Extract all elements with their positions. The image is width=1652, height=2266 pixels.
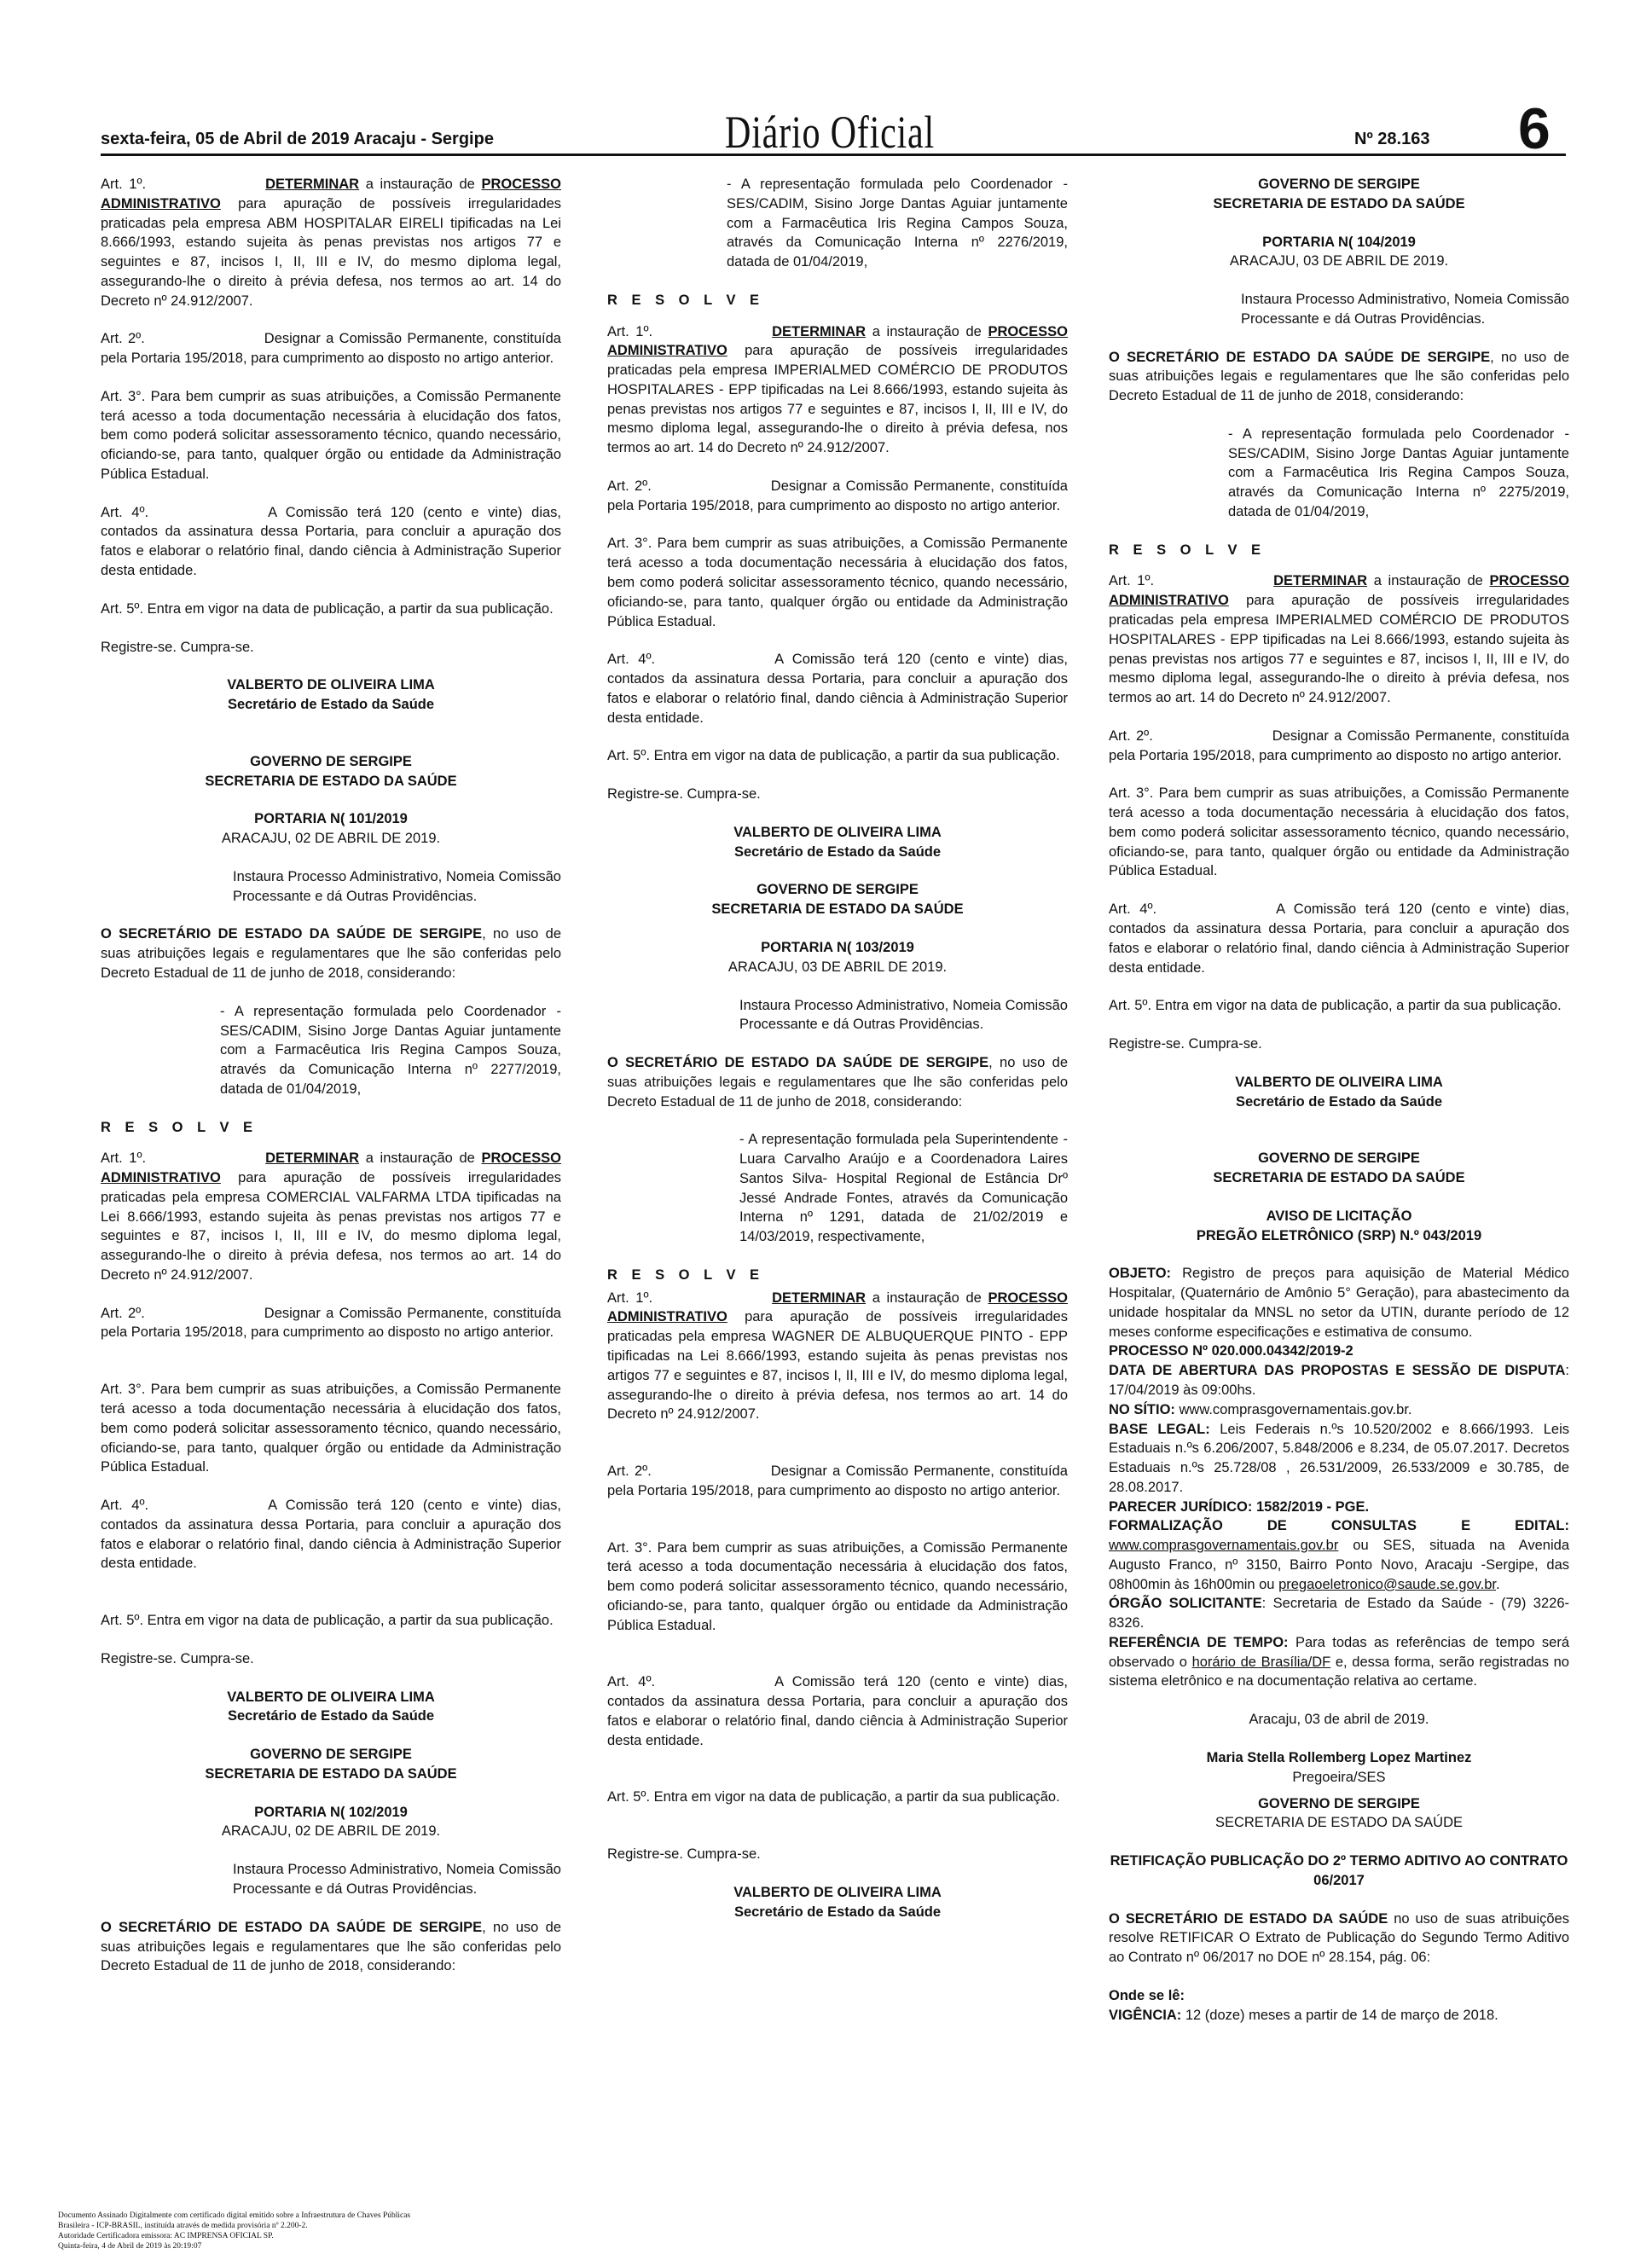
article-4: Art. 4º. A Comissão terá 120 (cento e vinte) dias, contados da assinatura dessa Portaria, para concluir a apuração dos fatos e elaborar o relatório final, dando ciência à Administração Superior desta entidade. xyxy=(101,504,561,579)
preamble: O SECRETÁRIO DE ESTADO DA SAÚDE DE SERGIPE, no uso de suas atribuições legais e regulamentares que lhe são conferidas pelo Decreto Estadual de 11 de junho de 2018, considerando: xyxy=(1109,349,1569,404)
compras-link[interactable]: www.comprasgovernamentais.gov.br xyxy=(1109,1538,1339,1554)
article-3: Art. 3°. Para bem cumprir as suas atribuições, a Comissão Permanente terá acesso a toda documentação necessária à elucidação dos fatos, bem como poderá solicitar assessoramento técnico, quando necessário, oficiando-se, para tanto, qualquer órgão ou entidade da Administração Pública Estadual. xyxy=(101,1382,561,1475)
article-2: Art. 2º. Designar a Comissão Permanente, constituída pela Portaria 195/2018, para cumprimento ao disposto no artigo anterior. xyxy=(101,1305,561,1341)
considerando: - A representação formulada pelo Coordenador - SES/CADIM, Sisino Jorge Dantas Aguiar juntamente com a Farmacêutica Iris Regina Campos Souza, através da Comunicação Interna nº 2275/2019, datada de 01/04/2019, xyxy=(1228,426,1569,519)
agency-heading: GOVERNO DE SERGIPE SECRETARIA DE ESTADO DA SAÚDE xyxy=(1213,177,1465,212)
article-1: Art. 1º. DETERMINAR a instauração de PROCESSO ADMINISTRATIVO para apuração de possíveis irregularidades praticadas pela empresa WAGNER DE ALBUQUERQUE PINTO - EPP tipificadas na Lei 8.666/1993, estando sujeita às penas previstas nos artigos 77 e seguintes e 87, incisos I, II, III e IV, do mesmo diploma legal, assegurando-lhe o direito à prévia defesa, nos termos ao art. 14 do Decreto nº 24.912/2007. xyxy=(607,1289,1068,1423)
article-2: Art. 2º. Designar a Comissão Permanente, constituída pela Portaria 195/2018, para cumprimento ao disposto no artigo anterior. xyxy=(101,331,561,367)
signature-block: VALBERTO DE OLIVEIRA LIMA Secretário de Estado da Saúde xyxy=(227,677,435,713)
article-3: Art. 3°. Para bem cumprir as suas atribuições, a Comissão Permanente terá acesso a toda documentação necessária à elucidação dos fatos, bem como poderá solicitar assessoramento técnico, quando necessário, oficiando-se, para tanto, qualquer órgão ou entidade da Administração Pública Estadual. xyxy=(1109,785,1569,879)
article-4: Art. 4º. A Comissão terá 120 (cento e vinte) dias, contados da assinatura dessa Portaria, para concluir a apuração dos fatos e elaborar o relatório final, dando ciência à Administração Superior desta entidade. xyxy=(607,1674,1068,1748)
portaria-heading: PORTARIA N( 103/2019 ARACAJU, 03 DE ABRIL DE 2019. xyxy=(727,939,948,975)
formalizacao: FORMALIZAÇÃO DE CONSULTAS E EDITAL: www.comprasgovernamentais.gov.br ou SES, situada na Avenida Augusto Franco, nº 3150, Bairro Ponto Novo, Aracaju -Sergipe, das 08h00min às 16h00min ou pregaoeletronico@saude.se.gov.br. xyxy=(1109,1518,1569,1592)
registre-text: Registre-se. Cumpra-se. xyxy=(607,1846,761,1863)
orgao: ÓRGÃO SOLICITANTE: Secretaria de Estado da Saúde - (79) 3226-8326. xyxy=(1109,1596,1569,1631)
retificacao-title: RETIFICAÇÃO PUBLICAÇÃO DO 2º TERMO ADITIVO AO CONTRATO 06/2017 xyxy=(1110,1853,1568,1888)
ementa: Instaura Processo Administrativo, Nomeia Comissão Processante e dá Outras Providências. xyxy=(233,1862,561,1897)
sitio: NO SÍTIO: www.comprasgovernamentais.gov.br. xyxy=(1109,1401,1412,1417)
article-2: Art. 2º. Designar a Comissão Permanente, constituída pela Portaria 195/2018, para cumprimento ao disposto no artigo anterior. xyxy=(607,1463,1068,1498)
article-1: Art. 1º. DETERMINAR a instauração de PROCESSO ADMINISTRATIVO para apuração de possíveis irregularidades praticadas pela empresa IMPERIALMED COMÉRCIO DE PRODUTOS HOSPITALARES - EPP tipificadas na Lei 8.666/1993, estando sujeita às penas previstas nos artigos 77 e seguintes e 87, incisos I, II, III e IV, do mesmo diploma legal, assegurando-lhe o direito à prévia defesa, nos termos ao art. 14 do Decreto nº 24.912/2007. xyxy=(607,323,1068,456)
objeto: OBJETO: Registro de preços para aquisição de Material Médico Hospitalar, (Quaternário de Amônio 5° Geração), para abastecimento da unidade hospitalar da MNSL no setor da UTIN, durante período de 12 meses conforme especificações e estimativa de consumo. xyxy=(1109,1266,1569,1340)
agency-heading: GOVERNO DE SERGIPE SECRETARIA DE ESTADO DA SAÚDE xyxy=(205,753,457,789)
header-divider xyxy=(101,154,1566,156)
email-link[interactable]: pregaoeletronico@saude.se.gov.br xyxy=(1278,1576,1497,1592)
base-legal: BASE LEGAL: Leis Federais n.ºs 10.520/2002 e 8.666/1993. Leis Estaduais n.ºs 6.206/2007, 5.848/2006 e 8.234, de 05.07.2017. Decretos Estaduais n.ºs 25.728/08 , 26.531/2009, 26.533/2009 e 30.785, de 28.08.2017. xyxy=(1109,1421,1569,1495)
header-date: sexta-feira, 05 de Abril de 2019 Aracaju - Sergipe xyxy=(101,130,494,148)
article-1: Art. 1º. DETERMINAR a instauração de PROCESSO ADMINISTRATIVO para apuração de possíveis irregularidades praticadas pela empresa ABM HOSPITALAR EIRELI tipificadas na Lei 8.666/1993, estando sujeita às penas previstas nos artigos 77 e seguintes e 87, incisos I, II, III e IV, do mesmo diploma legal, assegurando-lhe o direito à prévia defesa, nos termos ao art. 14 do Decreto nº 24.912/2007. xyxy=(101,177,561,309)
preamble: O SECRETÁRIO DE ESTADO DA SAÚDE DE SERGIPE, no uso de suas atribuições legais e regulamentares que lhe são conferidas pelo Decreto Estadual de 11 de junho de 2018, considerando: xyxy=(101,1919,561,1974)
agency-heading: GOVERNO DE SERGIPE SECRETARIA DE ESTADO DA SAÚDE xyxy=(205,1747,457,1782)
aviso-heading: AVISO DE LICITAÇÃO PREGÃO ELETRÔNICO (SRP) N.º 043/2019 xyxy=(1196,1208,1482,1243)
article-5: Art. 5º. Entra em vigor na data de publicação, a partir da sua publicação. xyxy=(1109,998,1562,1014)
resolve-heading: R E S O L V E xyxy=(101,1119,258,1135)
article-1: Art. 1º. DETERMINAR a instauração de PROCESSO ADMINISTRATIVO para apuração de possíveis irregularidades praticadas pela empresa IMPERIALMED COMÉRCIO DE PRODUTOS HOSPITALARES - EPP tipificadas na Lei 8.666/1993, estando sujeita às penas previstas nos artigos 77 e seguintes e 87, incisos I, II, III e IV, do mesmo diploma legal, assegurando-lhe o direito à prévia defesa, nos termos ao art. 14 do Decreto nº 24.912/2007. xyxy=(1109,573,1569,706)
digital-signature-note: Documento Assinado Digitalmente com certificado digital emitido sobre a Infraestrutura de Chaves Públicas Brasileira - ICP-BRASIL, instituída através de medida provisória nº 2.200-2. Autoridade Certificadora emissora: AC IMPRENSA OFICIAL SP. Quinta-feira, 4 de Abril de 2019 às 20:19:07 xyxy=(58,2211,411,2251)
abertura: DATA DE ABERTURA DAS PROPOSTAS E SESSÃO DE DISPUTA: 17/04/2019 às 09:00hs. xyxy=(1109,1363,1569,1398)
ementa: Instaura Processo Administrativo, Nomeia Comissão Processante e dá Outras Providências. xyxy=(233,868,561,904)
aviso-date: Aracaju, 03 de abril de 2019. xyxy=(1249,1712,1429,1728)
portaria-heading: PORTARIA N( 104/2019 ARACAJU, 03 DE ABRIL DE 2019. xyxy=(1229,234,1449,269)
resolve-heading: R E S O L V E xyxy=(607,292,765,308)
considerando: - A representação formulada pelo Coordenador - SES/CADIM, Sisino Jorge Dantas Aguiar juntamente com a Farmacêutica Iris Regina Campos Souza, através da Comunicação Interna nº 2276/2019, datada de 01/04/2019, xyxy=(727,177,1068,270)
article-5: Art. 5º. Entra em vigor na data de publicação, a partir da sua publicação. xyxy=(101,600,554,617)
article-4: Art. 4º. A Comissão terá 120 (cento e vinte) dias, contados da assinatura dessa Portaria, para concluir a apuração dos fatos e elaborar o relatório final, dando ciência à Administração Superior desta entidade. xyxy=(101,1498,561,1572)
article-2: Art. 2º. Designar a Comissão Permanente, constituída pela Portaria 195/2018, para cumprimento ao disposto no artigo anterior. xyxy=(607,478,1068,513)
processo: PROCESSO Nº 020.000.04342/2019-2 xyxy=(1109,1343,1353,1359)
column-3 xyxy=(1109,175,1569,2025)
article-4: Art. 4º. A Comissão terá 120 (cento e vinte) dias, contados da assinatura dessa Portaria, para concluir a apuração dos fatos e elaborar o relatório final, dando ciência à Administração Superior desta entidade. xyxy=(1109,901,1569,976)
parecer: PARECER JURÍDICO: 1582/2019 - PGE. xyxy=(1109,1498,1370,1515)
agency-heading: GOVERNO DE SERGIPE SECRETARIA DE ESTADO DA SAÚDE xyxy=(1213,1150,1465,1186)
considerando: - A representação formulada pela Superintendente - Luara Carvalho Araújo e a Coordenadora Laires Santos Silva- Hospital Regional de Estância Drº Jessé Andrade Fontes, através da Comunicação Interna nº 1291, datada de 21/02/2019 e 14/03/2019, respectivamente, xyxy=(739,1132,1068,1245)
onde-se-le: Onde se lê: xyxy=(1109,1987,1185,2003)
ementa: Instaura Processo Administrativo, Nomeia Comissão Processante e dá Outras Providências. xyxy=(739,997,1068,1033)
article-5: Art. 5º. Entra em vigor na data de publicação, a partir da sua publicação. xyxy=(607,1789,1060,1805)
preamble: O SECRETÁRIO DE ESTADO DA SAÚDE DE SERGIPE, no uso de suas atribuições legais e regulamentares que lhe são conferidas pelo Decreto Estadual de 11 de junho de 2018, considerando: xyxy=(101,926,561,981)
considerando: - A representação formulada pelo Coordenador - SES/CADIM, Sisino Jorge Dantas Aguiar juntamente com a Farmacêutica Iris Regina Campos Souza, através da Comunicação Interna nº 2277/2019, datada de 01/04/2019, xyxy=(220,1003,561,1097)
column-2 xyxy=(607,175,1068,1941)
article-4: Art. 4º. A Comissão terá 120 (cento e vinte) dias, contados da assinatura dessa Portaria, para concluir a apuração dos fatos e elaborar o relatório final, dando ciência à Administração Superior desta entidade. xyxy=(607,652,1068,726)
portaria-heading: PORTARIA N( 102/2019 ARACAJU, 02 DE ABRIL DE 2019. xyxy=(221,1804,441,1840)
ementa: Instaura Processo Administrativo, Nomeia Comissão Processante e dá Outras Providências. xyxy=(1241,292,1569,327)
article-3: Art. 3°. Para bem cumprir as suas atribuições, a Comissão Permanente terá acesso a toda documentação necessária à elucidação dos fatos, bem como poderá solicitar assessoramento técnico, quando necessário, oficiando-se, para tanto, qualquer órgão ou entidade da Administração Pública Estadual. xyxy=(101,388,561,482)
pregoeira-signature: Maria Stella Rollemberg Lopez Martinez Pregoeira/SES xyxy=(1206,1750,1472,1785)
signature-block: VALBERTO DE OLIVEIRA LIMA Secretário de Estado da Saúde xyxy=(227,1689,435,1724)
page-number: 6 xyxy=(1518,96,1551,161)
resolve-heading: R E S O L V E xyxy=(1109,542,1267,558)
issue-number: Nº 28.163 xyxy=(1354,130,1430,148)
registre-text: Registre-se. Cumpra-se. xyxy=(1109,1036,1262,1052)
referencia-tempo: REFERÊNCIA DE TEMPO: Para todas as referências de tempo será observado o horário de Brasília/DF e, dessa forma, serão registradas no sistema eletrônico e na documentação relativa ao certame. xyxy=(1109,1634,1569,1689)
resolve-heading: R E S O L V E xyxy=(607,1266,765,1283)
signature-block: VALBERTO DE OLIVEIRA LIMA Secretário de Estado da Saúde xyxy=(1235,1074,1443,1110)
licitacao-details xyxy=(1109,1264,1569,1691)
column-1 xyxy=(101,175,561,1995)
portaria-heading: PORTARIA N( 101/2019 ARACAJU, 02 DE ABRIL DE 2019. xyxy=(221,811,441,847)
article-5: Art. 5º. Entra em vigor na data de publicação, a partir da sua publicação. xyxy=(607,748,1060,764)
agency-heading: GOVERNO DE SERGIPE SECRETARIA DE ESTADO DA SAÚDE xyxy=(1214,1795,1464,1831)
masthead-title: Diário Oficial xyxy=(725,107,936,158)
retificacao-text: O SECRETÁRIO DE ESTADO DA SAÚDE no uso de suas atribuições resolve RETIFICAR O Extrato de Publicação do Segundo Termo Aditivo ao Contrato nº 06/2017 no DOE nº 28.154, pág. 06: xyxy=(1109,1910,1569,1966)
signature-block: VALBERTO DE OLIVEIRA LIMA Secretário de Estado da Saúde xyxy=(733,824,942,860)
agency-heading: GOVERNO DE SERGIPE SECRETARIA DE ESTADO DA SAÚDE xyxy=(711,882,964,918)
registre-text: Registre-se. Cumpra-se. xyxy=(101,1650,254,1666)
article-3: Art. 3°. Para bem cumprir as suas atribuições, a Comissão Permanente terá acesso a toda documentação necessária à elucidação dos fatos, bem como poderá solicitar assessoramento técnico, quando necessário, oficiando-se, para tanto, qualquer órgão ou entidade da Administração Pública Estadual. xyxy=(607,536,1068,629)
registre-text: Registre-se. Cumpra-se. xyxy=(607,786,761,803)
vigencia: VIGÊNCIA: 12 (doze) meses a partir de 14 de março de 2018. xyxy=(1109,2007,1498,2023)
article-3: Art. 3°. Para bem cumprir as suas atribuições, a Comissão Permanente terá acesso a toda documentação necessária à elucidação dos fatos, bem como poderá solicitar assessoramento técnico, quando necessário, oficiando-se, para tanto, qualquer órgão ou entidade da Administração Pública Estadual. xyxy=(607,1539,1068,1633)
article-2: Art. 2º. Designar a Comissão Permanente, constituída pela Portaria 195/2018, para cumprimento ao disposto no artigo anterior. xyxy=(1109,727,1569,763)
signature-block: VALBERTO DE OLIVEIRA LIMA Secretário de Estado da Saúde xyxy=(733,1885,942,1920)
preamble: O SECRETÁRIO DE ESTADO DA SAÚDE DE SERGIPE, no uso de suas atribuições legais e regulamentares que lhe são conferidas pelo Decreto Estadual de 11 de junho de 2018, considerando: xyxy=(607,1055,1068,1110)
registre-text: Registre-se. Cumpra-se. xyxy=(101,639,254,655)
article-5: Art. 5º. Entra em vigor na data de publicação, a partir da sua publicação. xyxy=(101,1613,554,1629)
article-1: Art. 1º. DETERMINAR a instauração de PROCESSO ADMINISTRATIVO para apuração de possíveis irregularidades praticadas pela empresa COMERCIAL VALFARMA LTDA tipificadas na Lei 8.666/1993, estando sujeita às penas previstas nos artigos 77 e seguintes e 87, incisos I, II, III e IV, do mesmo diploma legal, assegurando-lhe o direito à prévia defesa, nos termos ao art. 14 do Decreto nº 24.912/2007. xyxy=(101,1150,561,1283)
